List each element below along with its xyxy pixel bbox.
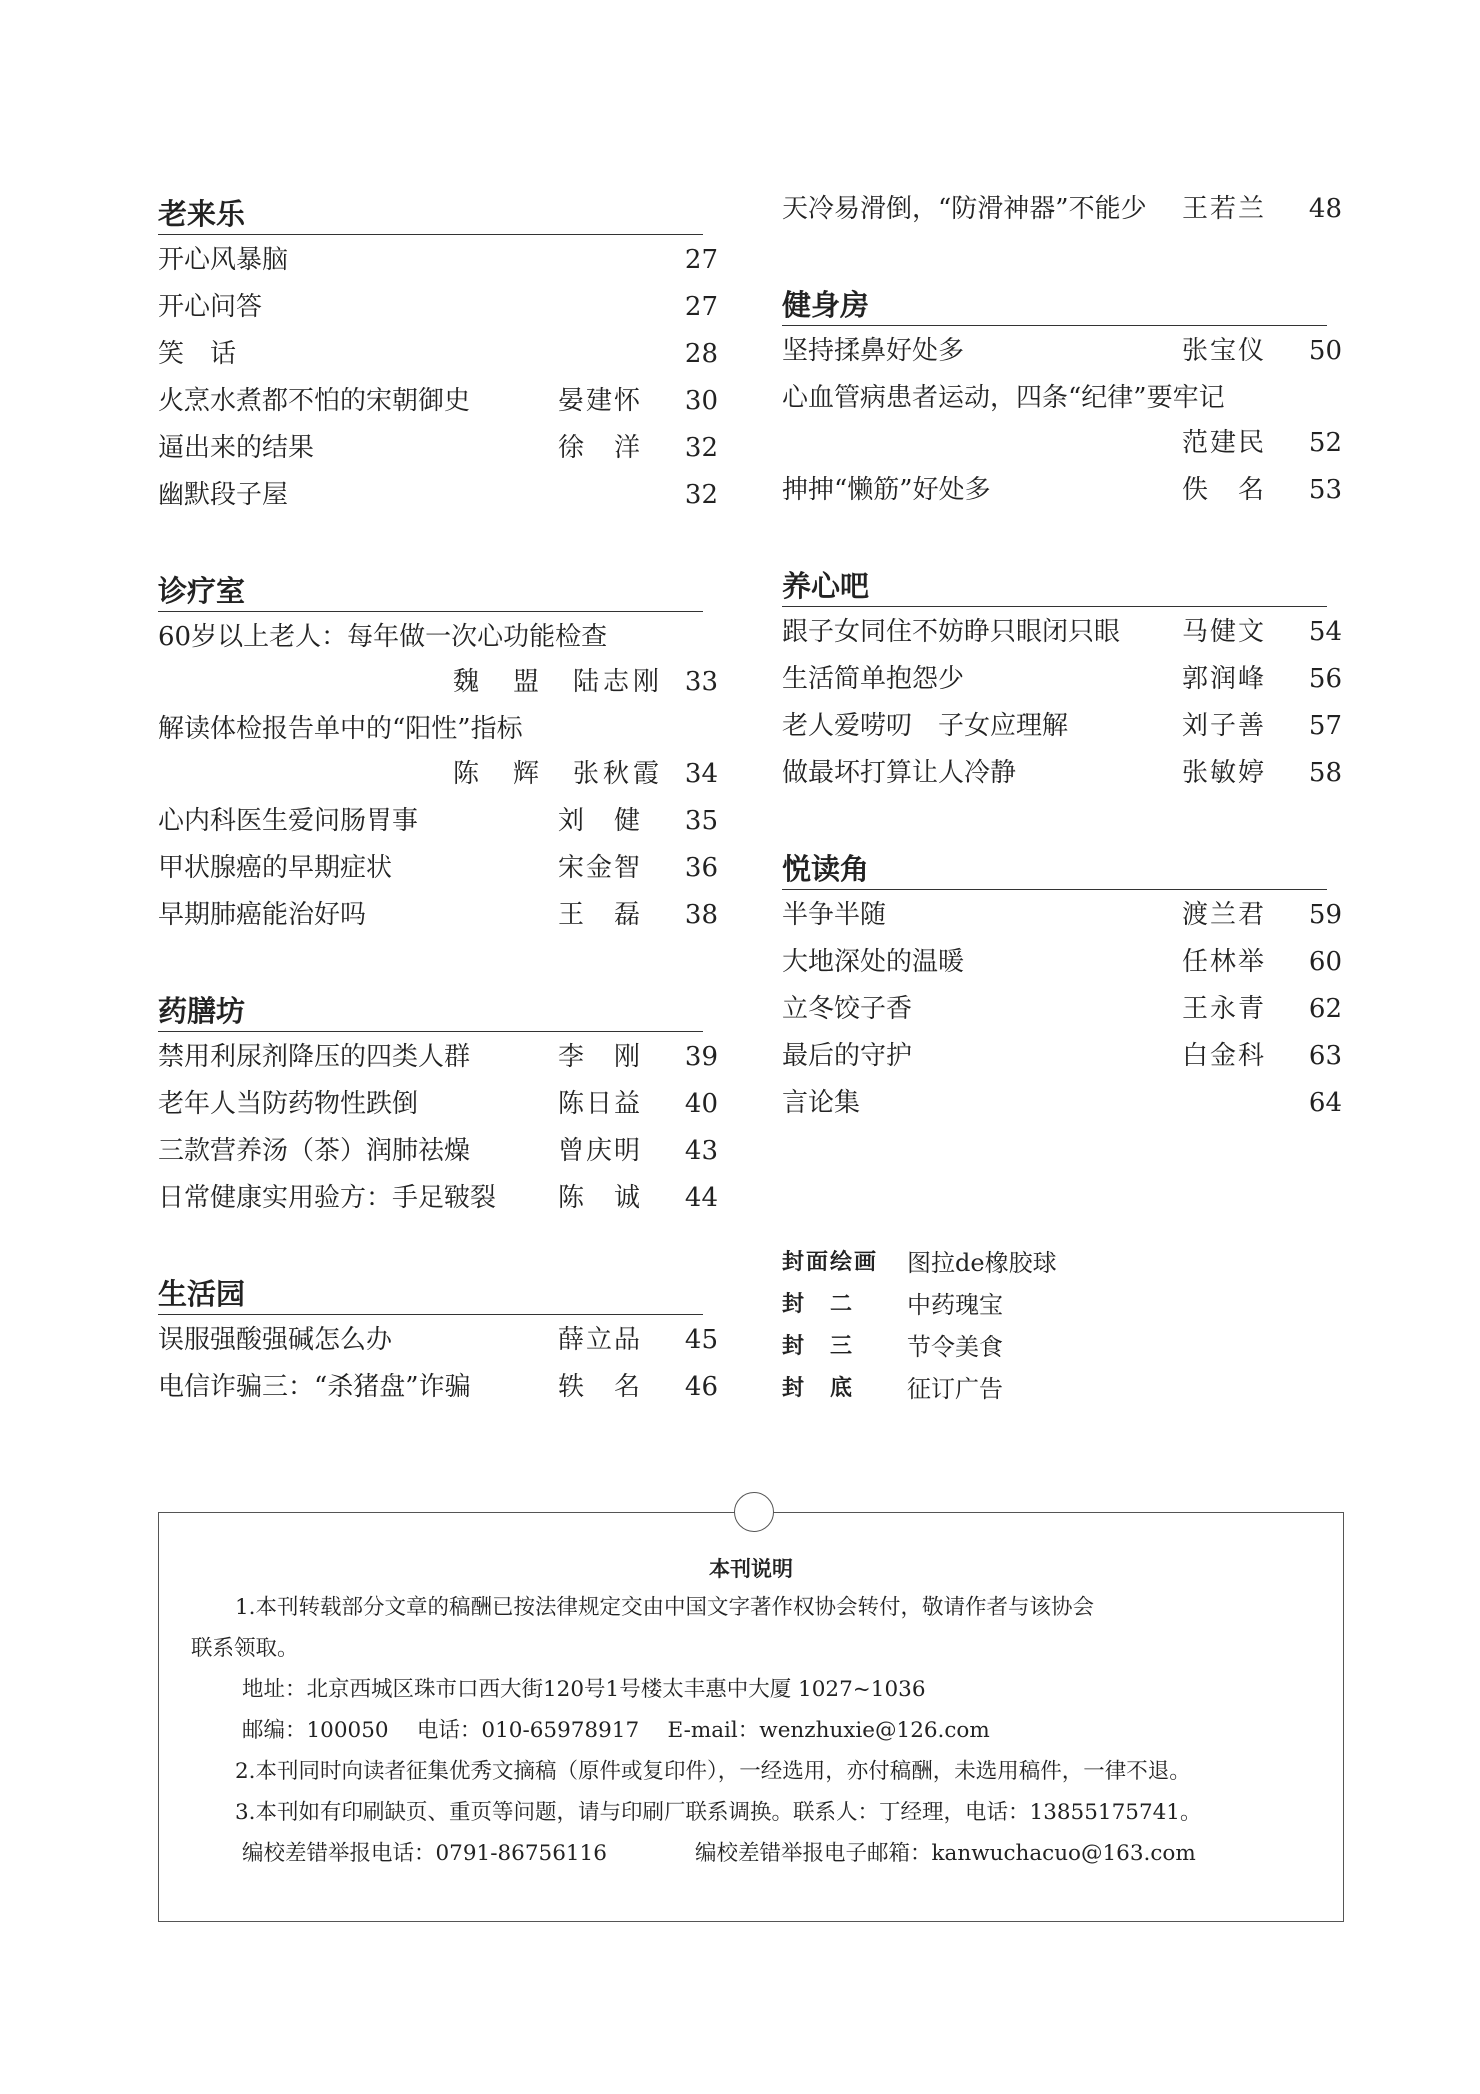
entry-title: 开心问答 [158, 292, 263, 322]
entry-page-number: 28 [684, 339, 718, 369]
notice-circle-ornament [734, 1492, 774, 1532]
toc-entry [782, 186, 1342, 233]
entry-author: 张宝仪 [1182, 336, 1267, 366]
entry-title: 大地深处的温暖 [782, 947, 965, 977]
entry-page-number: 44 [684, 1183, 718, 1213]
toc-entry [158, 472, 718, 519]
cover-value: 图拉de橡胶球 [907, 1249, 1057, 1277]
cover-label: 封 底 [782, 1376, 855, 1401]
toc-entry [158, 1317, 718, 1364]
entry-title: 早期肺癌能治好吗 [158, 900, 367, 930]
entry-title: 言论集 [782, 1088, 861, 1118]
entry-page-number: 35 [684, 806, 718, 836]
section-heading: 生活园 [158, 1270, 703, 1315]
entry-page-number: 32 [684, 480, 718, 510]
toc-entry [158, 1128, 718, 1175]
entry-page-number: 46 [684, 1372, 718, 1402]
notice-box [158, 1512, 1344, 1922]
entry-title: 开心风暴脑 [158, 245, 289, 275]
toc-section [782, 281, 1342, 514]
entry-author: 宋金智 [558, 853, 643, 883]
notice-report-email: 编校差错举报电子邮箱：kanwuchacuo@163.com [695, 1841, 1196, 1866]
toc-section [158, 1270, 718, 1411]
cover-row [782, 1284, 1342, 1326]
entry-author: 王 磊 [558, 900, 643, 930]
section-heading: 悦读角 [782, 845, 1327, 890]
entry-author: 薛立品 [558, 1325, 643, 1355]
toc-entry [158, 1175, 718, 1222]
cover-value: 征订广告 [907, 1375, 1003, 1403]
toc-section [158, 987, 718, 1222]
notice-report-phone: 编校差错举报电话：0791-86756116 [242, 1841, 607, 1866]
entry-author: 魏 盟 陆志刚 [453, 667, 664, 697]
toc-entry [782, 1033, 1342, 1080]
entry-title: 幽默段子屋 [158, 480, 289, 510]
cover-value: 节令美食 [907, 1333, 1003, 1361]
entry-title: 心内科医生爱问肠胃事 [158, 806, 419, 836]
toc-entry [782, 375, 1342, 467]
toc-entry [782, 609, 1342, 656]
section-heading: 诊疗室 [158, 567, 703, 612]
toc-section [782, 845, 1342, 1127]
entry-title: 火烹水煮都不怕的宋朝御史 [158, 386, 471, 416]
entry-title: 天冷易滑倒，“防滑神器”不能少 [782, 194, 1147, 224]
notice-address: 地址：北京西城区珠市口西大街120号1号楼太丰惠中大厦 1027~1036 [242, 1677, 926, 1702]
notice-title: 本刊说明 [709, 1557, 793, 1581]
toc-entry [782, 750, 1342, 797]
entry-page-number: 59 [1308, 900, 1342, 930]
toc-entry [158, 331, 718, 378]
entry-author: 徐 洋 [558, 433, 643, 463]
entry-title: 误服强酸强碱怎么办 [158, 1325, 393, 1355]
entry-author: 佚 名 [1182, 475, 1267, 505]
toc-entry [782, 328, 1342, 375]
notice-line-3: 3.本刊如有印刷缺页、重页等问题，请与印刷厂联系调换。联系人：丁经理，电话：13855175741。 [235, 1800, 1202, 1825]
notice-line-1b: 联系领取。 [191, 1636, 299, 1661]
notice-line-1a: 1.本刊转载部分文章的稿酬已按法律规定交由中国文字著作权协会转付，敬请作者与该协会 [235, 1595, 1095, 1620]
cover-label: 封 二 [782, 1292, 855, 1317]
entry-author: 王永青 [1182, 994, 1267, 1024]
entry-page-number: 40 [684, 1089, 718, 1119]
toc-entry [158, 237, 718, 284]
entry-author: 陈 辉 张秋霞 [453, 759, 664, 789]
toc-entry [158, 1364, 718, 1411]
entry-page-number: 62 [1308, 994, 1342, 1024]
toc-entry [782, 1080, 1342, 1127]
toc-entry [158, 378, 718, 425]
toc-entry [158, 798, 718, 845]
entry-author: 任林举 [1182, 947, 1267, 977]
toc-entry [158, 706, 718, 798]
entry-title: 立冬饺子香 [782, 994, 913, 1024]
toc-entry [782, 703, 1342, 750]
entry-page-number: 48 [1308, 194, 1342, 224]
toc-entry [158, 1034, 718, 1081]
cover-credits [782, 1242, 1342, 1410]
entry-title: 坚持揉鼻好处多 [782, 336, 965, 366]
entry-title: 逼出来的结果 [158, 433, 315, 463]
cover-label: 封 三 [782, 1334, 855, 1359]
section-heading: 药膳坊 [158, 987, 703, 1032]
entry-title: 解读体检报告单中的“阳性”指标 [158, 714, 523, 744]
entry-page-number: 63 [1308, 1041, 1342, 1071]
cover-row [782, 1326, 1342, 1368]
entry-page-number: 36 [684, 853, 718, 883]
entry-title: 抻抻“懒筋”好处多 [782, 475, 991, 505]
entry-page-number: 27 [684, 292, 718, 322]
toc-entry [782, 467, 1342, 514]
cover-label: 封面绘画 [782, 1250, 879, 1275]
section-heading: 老来乐 [158, 190, 703, 235]
entry-author: 渡兰君 [1182, 900, 1267, 930]
entry-page-number: 53 [1308, 475, 1342, 505]
entry-title: 笑 话 [158, 339, 237, 369]
entry-page-number: 27 [684, 245, 718, 275]
entry-author: 刘 健 [558, 806, 643, 836]
toc-entry [158, 614, 718, 706]
toc-section [158, 190, 718, 519]
entry-page-number: 38 [684, 900, 718, 930]
toc-entry [782, 892, 1342, 939]
section-heading: 养心吧 [782, 562, 1327, 607]
entry-author: 曾庆明 [558, 1136, 643, 1166]
entry-title: 电信诈骗三：“杀猪盘”诈骗 [158, 1372, 471, 1402]
entry-title: 生活简单抱怨少 [782, 664, 965, 694]
entry-title: 三款营养汤（茶）润肺祛燥 [158, 1136, 471, 1166]
entry-page-number: 60 [1308, 947, 1342, 977]
cover-row [782, 1242, 1342, 1284]
toc-entry [158, 892, 718, 939]
toc-right-column [782, 190, 1342, 1175]
cover-row [782, 1368, 1342, 1410]
entry-page-number: 52 [1308, 428, 1342, 458]
entry-title: 60岁以上老人：每年做一次心功能检查 [158, 622, 608, 652]
entry-author: 陈 诚 [558, 1183, 643, 1213]
toc-entry [782, 939, 1342, 986]
entry-title: 老人爱唠叨 子女应理解 [782, 711, 1069, 741]
entry-author: 刘子善 [1182, 711, 1267, 741]
entry-author: 白金科 [1182, 1041, 1267, 1071]
entry-page-number: 54 [1308, 617, 1342, 647]
entry-author: 李 刚 [558, 1042, 643, 1072]
toc-entry [158, 284, 718, 331]
entry-title: 跟子女同住不妨睁只眼闭只眼 [782, 617, 1121, 647]
entry-page-number: 64 [1308, 1088, 1342, 1118]
entry-page-number: 34 [684, 759, 718, 789]
toc-section [782, 186, 1342, 233]
toc-entry [158, 845, 718, 892]
entry-author: 陈日益 [558, 1089, 643, 1119]
entry-author: 范建民 [1182, 428, 1267, 458]
notice-contact: 邮编：100050 电话：010-65978917 E-mail：wenzhuxie@126.com [242, 1718, 990, 1743]
toc-section [782, 562, 1342, 797]
toc-left-column [158, 190, 718, 1459]
entry-title: 最后的守护 [782, 1041, 913, 1071]
section-heading: 健身房 [782, 281, 1327, 326]
entry-page-number: 57 [1308, 711, 1342, 741]
entry-author: 郭润峰 [1182, 664, 1267, 694]
toc-section [158, 567, 718, 939]
entry-author: 晏建怀 [558, 386, 643, 416]
entry-title: 做最坏打算让人冷静 [782, 758, 1017, 788]
entry-page-number: 33 [684, 667, 718, 697]
toc-entry [158, 1081, 718, 1128]
entry-author: 马健文 [1182, 617, 1267, 647]
entry-title: 日常健康实用验方：手足皲裂 [158, 1183, 497, 1213]
notice-line-2: 2.本刊同时向读者征集优秀文摘稿（原件或复印件），一经选用，亦付稿酬，未选用稿件，一律不退。 [235, 1759, 1191, 1784]
entry-page-number: 39 [684, 1042, 718, 1072]
entry-title: 心血管病患者运动，四条“纪律”要牢记 [782, 383, 1225, 413]
entry-page-number: 32 [684, 433, 718, 463]
entry-author: 王若兰 [1182, 194, 1267, 224]
toc-entry [158, 425, 718, 472]
entry-title: 老年人当防药物性跌倒 [158, 1089, 419, 1119]
toc-entry [782, 986, 1342, 1033]
entry-title: 甲状腺癌的早期症状 [158, 853, 393, 883]
entry-page-number: 30 [684, 386, 718, 416]
entry-page-number: 58 [1308, 758, 1342, 788]
entry-page-number: 45 [684, 1325, 718, 1355]
entry-page-number: 43 [684, 1136, 718, 1166]
cover-value: 中药瑰宝 [907, 1291, 1003, 1319]
entry-author: 张敏婷 [1182, 758, 1267, 788]
entry-page-number: 50 [1308, 336, 1342, 366]
entry-title: 半争半随 [782, 900, 887, 930]
entry-title: 禁用利尿剂降压的四类人群 [158, 1042, 471, 1072]
entry-author: 轶 名 [558, 1372, 643, 1402]
toc-entry [782, 656, 1342, 703]
entry-page-number: 56 [1308, 664, 1342, 694]
